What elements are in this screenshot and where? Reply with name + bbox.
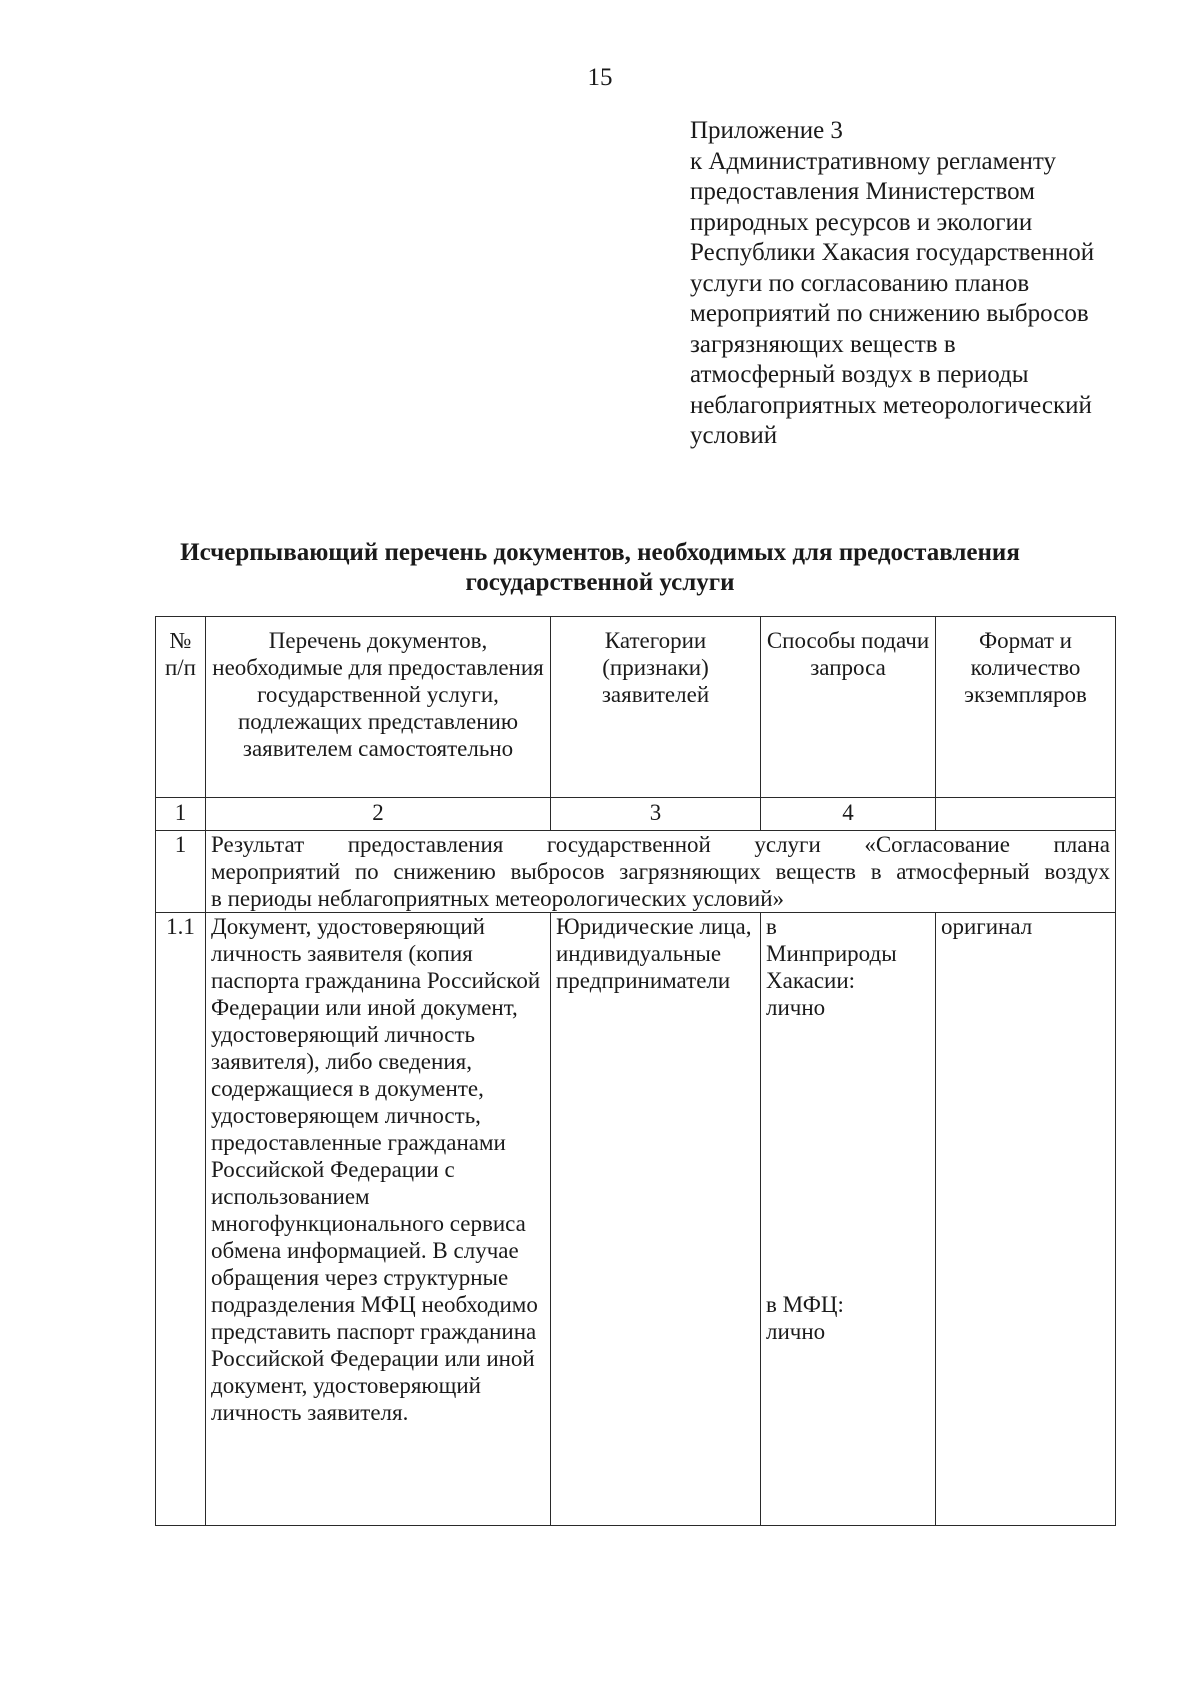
appendix-line: Республики Хакасия государственной bbox=[690, 239, 1095, 266]
section-number: 1 bbox=[156, 831, 206, 913]
title-line: государственной услуги bbox=[465, 569, 735, 596]
column-numbers-row bbox=[156, 798, 1116, 831]
appendix-line: предоставления Министерством bbox=[690, 178, 1035, 205]
page-number: 15 bbox=[587, 64, 613, 91]
appendix-line: условий bbox=[690, 422, 778, 449]
appendix-line: к Административному регламенту bbox=[690, 147, 1057, 175]
appendix-line: мероприятий по снижению выбросов bbox=[690, 300, 1089, 327]
method-mfc: в МФЦ: лично bbox=[766, 1292, 844, 1344]
appendix-line: атмосферный воздух в периоды bbox=[690, 361, 1029, 388]
column-number: 2 bbox=[206, 798, 551, 831]
document-title bbox=[150, 538, 1050, 598]
header-methods: Способы подачи запроса bbox=[761, 617, 936, 798]
row-methods bbox=[761, 913, 936, 1526]
appendix-line: услуги по согласованию планов bbox=[690, 269, 1030, 297]
header-format: Формат и количество экземпляров bbox=[936, 617, 1116, 798]
appendix-reference bbox=[690, 116, 1170, 452]
column-number: 1 bbox=[156, 798, 206, 831]
header-categories: Категории (признаки) заявителей bbox=[551, 617, 761, 798]
section-title bbox=[206, 831, 1116, 913]
column-number bbox=[936, 798, 1116, 831]
table-row bbox=[156, 913, 1116, 1526]
table-header-row bbox=[156, 617, 1116, 798]
documents-table bbox=[155, 616, 1116, 1526]
column-number: 4 bbox=[761, 798, 936, 831]
appendix-line: загрязняющих веществ в bbox=[690, 330, 956, 358]
section-line: в периоды неблагоприятных метеорологических условий» bbox=[211, 886, 785, 911]
section-line: мероприятий по снижению выбросов загрязняющих веществ в атмосферный воздух bbox=[211, 859, 1110, 884]
section-line: Результат предоставления государственной услуги «Согласование плана bbox=[211, 832, 1110, 857]
section-row bbox=[156, 831, 1116, 913]
row-category: Юридические лица, индивидуальные предприниматели bbox=[551, 913, 761, 1526]
row-format: оригинал bbox=[936, 913, 1116, 1526]
appendix-line: природных ресурсов и экологии bbox=[690, 208, 1033, 236]
header-number: № п/п bbox=[156, 617, 206, 798]
row-number: 1.1 bbox=[156, 913, 206, 1526]
column-number: 3 bbox=[551, 798, 761, 831]
method-ministry: в Минприроды Хакасии: лично bbox=[766, 914, 897, 1020]
header-documents: Перечень документов, необходимые для предоставления государственной услуги, подлежащих представлению заявителем самостоятельно bbox=[206, 617, 551, 798]
appendix-line: Приложение 3 bbox=[690, 117, 843, 144]
appendix-line: неблагоприятных метеорологический bbox=[690, 391, 1092, 419]
row-document: Документ, удостоверяющий личность заявителя (копия паспорта гражданина Российской Федерации или иной документ, удостоверяющий личность заявителя), либо сведения, содержащиеся в документе, удостоверяющем личность, предоставленные гражданами Российской Федерации с использованием многофункционального сервиса обмена информацией. В случае обращения через структурные подразделения МФЦ необходимо представить паспорт гражданина Российской Федерации или иной документ, удостоверяющий личность заявителя. bbox=[206, 913, 551, 1526]
title-line: Исчерпывающий перечень документов, необходимых для предоставления bbox=[180, 539, 1020, 566]
